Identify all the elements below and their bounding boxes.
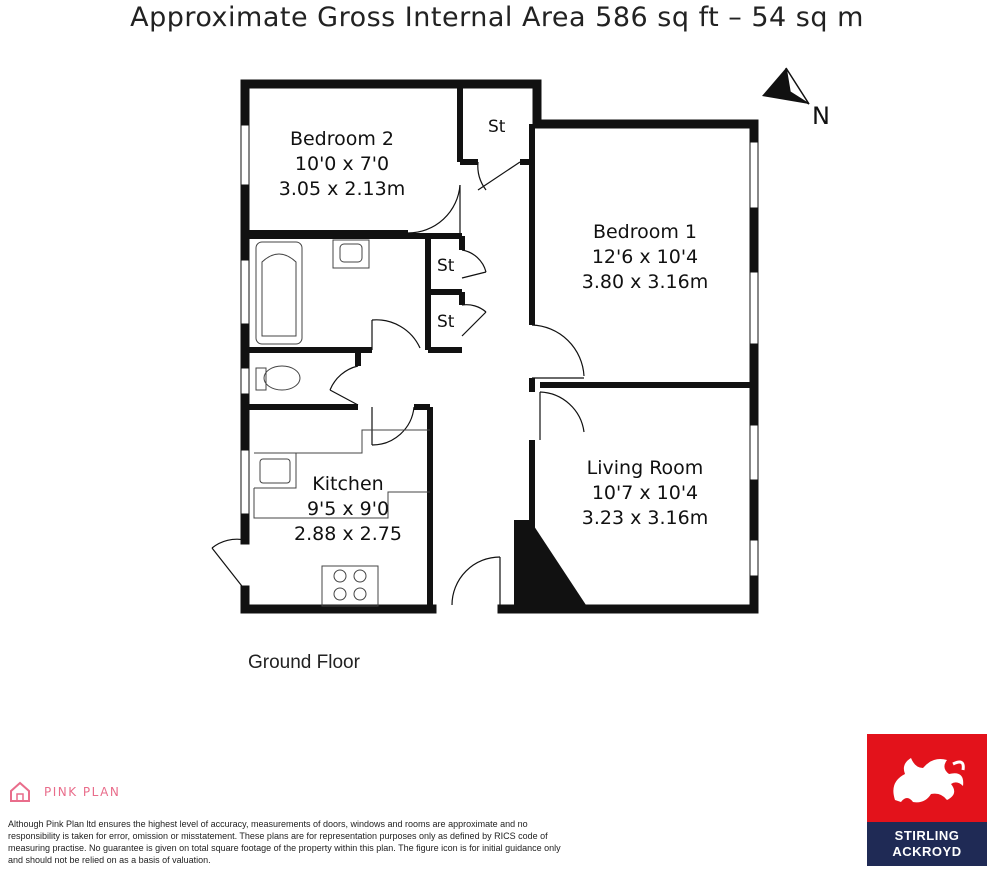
compass-label: N: [812, 102, 830, 130]
room-metric: 2.88 x 2.75: [294, 523, 402, 545]
room-imperial: 10'7 x 10'4: [591, 482, 699, 504]
room-metric: 3.23 x 3.16m: [581, 507, 709, 529]
house-icon: [8, 780, 32, 804]
storage-label: St: [437, 256, 455, 276]
stirling-ackroyd-logo: [867, 734, 987, 866]
room-imperial: 10'0 x 7'0: [294, 153, 390, 175]
griffin-icon: [867, 734, 987, 822]
storage-label: St: [437, 312, 455, 332]
room-name: Bedroom 2: [289, 128, 395, 150]
room-name: Bedroom 1: [592, 221, 698, 243]
disclaimer: Although Pink Plan ltd ensures the highest level of accuracy, measurements of doors, windows and rooms are approximate and no responsibility is taken for error, omission or misstatement. These plans are for representation purposes only as defined by RICS code of measuring practise. No guarantee is given on total square footage of the property within this plan. The figure icon is for initial guidance only and should not be relied on as a basis of valuation.: [8, 819, 561, 865]
page-title: Approximate Gross Internal Area 586 sq ft – 54 sq m: [130, 2, 864, 33]
room-name: Kitchen: [312, 473, 384, 495]
pink-plan-logo: [8, 780, 120, 804]
room-imperial: 12'6 x 10'4: [591, 246, 699, 268]
company-name: PINK PLAN: [44, 785, 121, 799]
room-bedroom-2: [262, 127, 422, 202]
room-metric: 3.05 x 2.13m: [278, 178, 406, 200]
brand-line-2: ACKROYD: [892, 844, 962, 859]
room-living-room: [560, 456, 730, 531]
storage-label: St: [488, 117, 506, 137]
room-kitchen: [268, 472, 428, 547]
room-name: Living Room: [586, 457, 704, 479]
floor-label: Ground Floor: [248, 652, 360, 673]
room-imperial: 9'5 x 9'0: [306, 498, 390, 520]
brand-line-1: STIRLING: [894, 828, 960, 843]
room-metric: 3.80 x 3.16m: [581, 271, 709, 293]
room-bedroom-1: [560, 220, 730, 295]
